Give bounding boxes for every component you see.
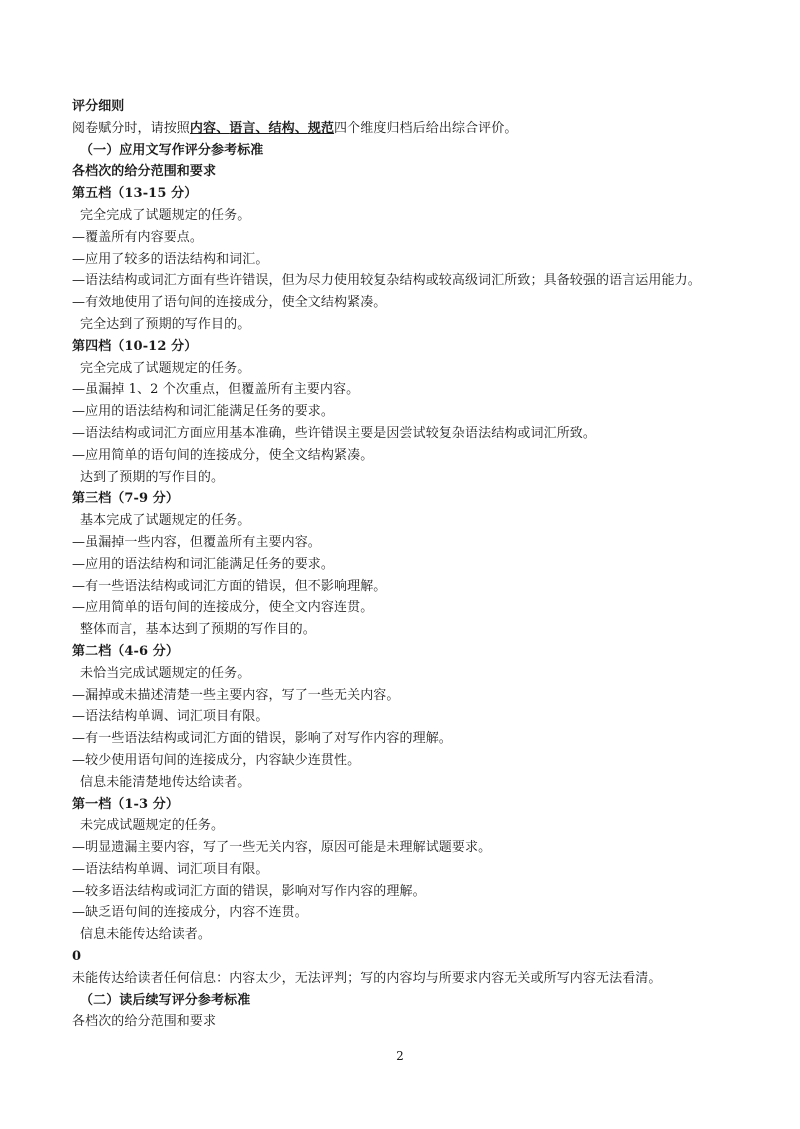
band-line: —较多语法结构或词汇方面的错误，影响对写作内容的理解。 [72, 883, 426, 899]
band-line: 未完成试题规定的任务。 [80, 818, 225, 834]
band-title: 0 [72, 949, 82, 965]
dimension-structure: 结构 [268, 120, 295, 136]
dimension-norms: 规范 [307, 120, 335, 136]
band-line: —应用了较多的语法结构和词汇。 [72, 251, 269, 267]
page-heading: 评分细则 [72, 99, 125, 114]
band-line: 完全完成了试题规定的任务。 [80, 207, 251, 223]
band-line: 未能传达给读者任何信息：内容太少，无法评判；写的内容均与所要求内容无关或所写内容无法看清。 [72, 970, 662, 986]
dimension-content: 内容 [189, 120, 217, 136]
section1-title: （一）应用文写作评分参考标准 [80, 142, 264, 158]
band-line: —应用简单的语句间的连接成分，使全文内容连贯。 [72, 600, 374, 616]
band-line: —虽漏掉 1、2 个次重点，但覆盖所有主要内容。 [72, 382, 360, 398]
band-title: 第一档（1-3 分） [72, 796, 180, 812]
intro-suffix: 四个维度归档后给出综合评价。 [334, 120, 518, 136]
band-line: —缺乏语句间的连接成分，内容不连贯。 [72, 905, 308, 921]
band-title: 第四档（10-12 分） [72, 338, 198, 354]
band-line: —明显遗漏主要内容，写了一些无关内容，原因可能是未理解试题要求。 [72, 840, 492, 856]
band-line: —应用简单的语句间的连接成分，使全文结构紧凑。 [72, 447, 374, 463]
band-line: 未恰当完成试题规定的任务。 [80, 665, 251, 681]
band-line: —应用的语法结构和词汇能满足任务的要求。 [72, 404, 335, 420]
band-line: —语法结构单调、词汇项目有限。 [72, 709, 269, 725]
band-line: —有一些语法结构或词汇方面的错误，但不影响理解。 [72, 578, 387, 594]
band-line: 完全完成了试题规定的任务。 [80, 360, 251, 376]
section1-subtitle: 各档次的给分范围和要求 [72, 164, 217, 180]
band-line: —应用的语法结构和词汇能满足任务的要求。 [72, 556, 335, 572]
section2-title: （二）读后续写评分参考标准 [80, 992, 251, 1008]
band-line: —较少使用语句间的连接成分，内容缺少连贯性。 [72, 752, 361, 768]
band-line: 信息未能传达给读者。 [80, 927, 212, 943]
band-line: —有一些语法结构或词汇方面的错误，影响了对写作内容的理解。 [72, 731, 452, 747]
band-1 [72, 794, 772, 947]
intro-paragraph: 阅卷赋分时，请按照内容、语言、结构、规范四个维度归档后给出综合评价。 [72, 120, 518, 136]
band-line: —漏掉或未描述清楚一些主要内容，写了一些无关内容。 [72, 687, 400, 703]
band-title: 第三档（7-9 分） [72, 491, 180, 507]
band-5 [72, 183, 772, 336]
document-content [72, 96, 772, 1033]
band-line: —覆盖所有内容要点。 [72, 229, 204, 245]
page-number: 2 [396, 1049, 404, 1063]
band-title: 第五档（13-15 分） [72, 186, 198, 202]
band-line: —虽漏掉一些内容，但覆盖所有主要内容。 [72, 534, 321, 550]
band-line: 达到了预期的写作目的。 [80, 469, 225, 485]
band-line: 信息未能清楚地传达给读者。 [80, 774, 251, 790]
band-3 [72, 488, 772, 641]
band-line: 完全达到了预期的写作目的。 [80, 316, 251, 332]
band-line: —语法结构单调、词汇项目有限。 [72, 861, 269, 877]
band-line: 整体而言，基本达到了预期的写作目的。 [80, 622, 316, 638]
band-4 [72, 336, 772, 489]
band-line: —有效地使用了语句间的连接成分，使全文结构紧凑。 [72, 295, 387, 311]
band-line: 基本完成了试题规定的任务。 [80, 513, 251, 529]
section2-subtitle: 各档次的给分范围和要求 [72, 1014, 217, 1030]
intro-prefix: 阅卷赋分时，请按照 [72, 120, 190, 136]
band-0 [72, 946, 772, 990]
band-line: —语法结构或词汇方面应用基本准确，些许错误主要是因尝试较复杂语法结构或词汇所致。 [72, 425, 597, 441]
band-line: —语法结构或词汇方面有些许错误，但为尽力使用较复杂结构或较高级词汇所致；具备较强的语言运用能力。 [72, 273, 701, 289]
dimension-language: 语言 [229, 120, 256, 136]
band-2 [72, 641, 772, 794]
band-title: 第二档（4-6 分） [72, 643, 180, 659]
